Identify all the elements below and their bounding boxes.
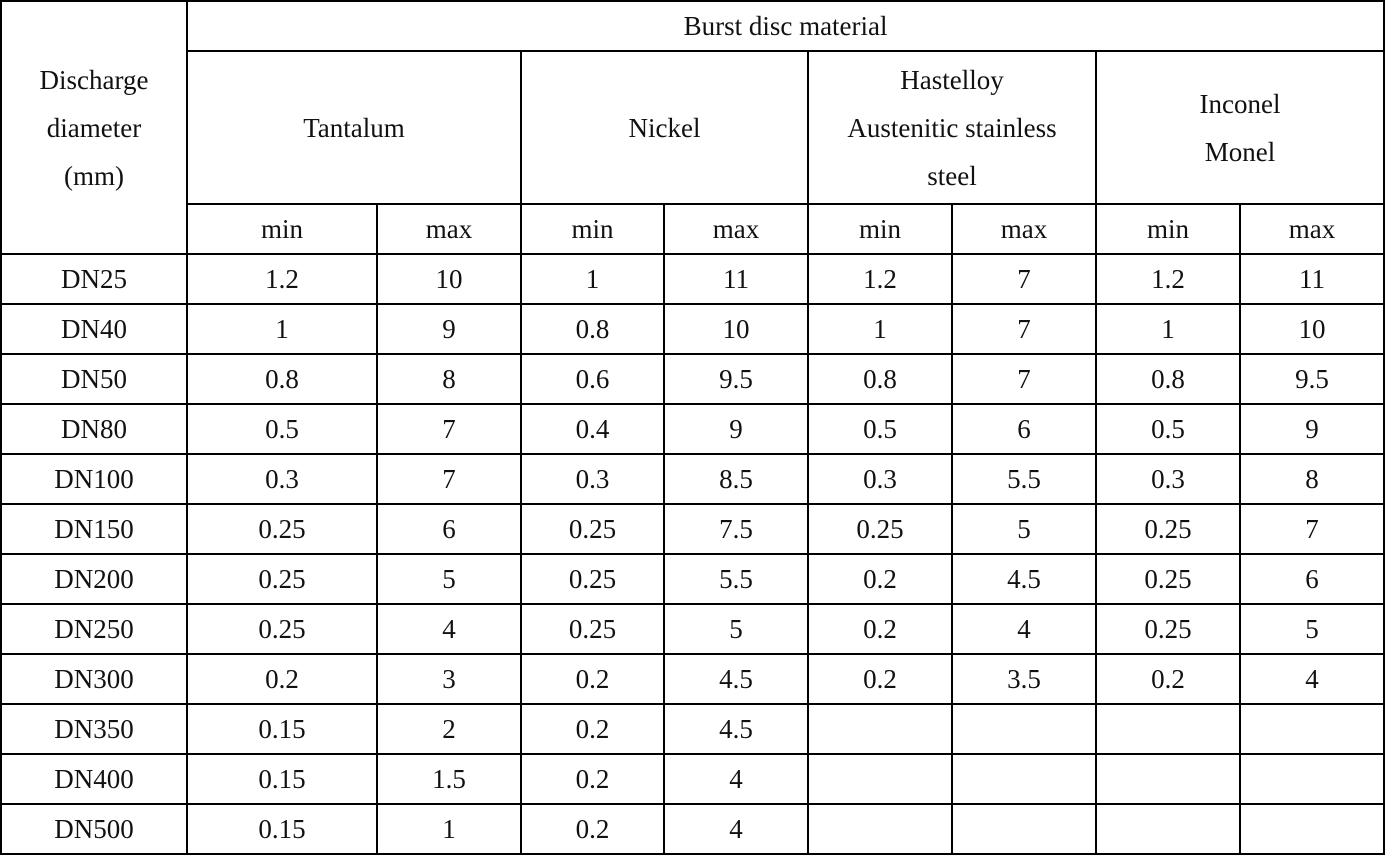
- subheader-cell: min: [521, 204, 664, 254]
- value-cell: 0.4: [521, 404, 664, 454]
- value-cell: 9: [377, 304, 521, 354]
- subheader-cell: min: [187, 204, 377, 254]
- value-cell: 9: [664, 404, 808, 454]
- value-cell: 0.25: [1096, 554, 1240, 604]
- value-cell: 11: [1240, 254, 1384, 304]
- value-cell: 0.25: [521, 504, 664, 554]
- value-cell: 8: [1240, 454, 1384, 504]
- diameter-cell: DN350: [1, 704, 187, 754]
- value-cell: 4.5: [664, 654, 808, 704]
- value-cell: 9.5: [664, 354, 808, 404]
- value-cell: 7: [1240, 504, 1384, 554]
- value-cell: 5: [664, 604, 808, 654]
- table-row: [1, 754, 1384, 804]
- value-cell: 0.25: [808, 504, 952, 554]
- value-cell: 0.3: [521, 454, 664, 504]
- row-header-line: diameter: [46, 112, 142, 143]
- value-cell: 0.15: [187, 754, 377, 804]
- value-cell: [952, 704, 1096, 754]
- value-cell: 0.8: [808, 354, 952, 404]
- table-row: [1, 254, 1384, 304]
- material-header-inconel: [1096, 51, 1384, 204]
- value-cell: 0.25: [187, 504, 377, 554]
- value-cell: 4: [1240, 654, 1384, 704]
- diameter-cell: DN25: [1, 254, 187, 304]
- diameter-cell: DN500: [1, 804, 187, 854]
- value-cell: 3.5: [952, 654, 1096, 704]
- value-cell: [952, 754, 1096, 804]
- value-cell: 1: [808, 304, 952, 354]
- value-cell: [1096, 704, 1240, 754]
- header-group-row: [1, 1, 1384, 51]
- value-cell: [808, 754, 952, 804]
- subheader-cell: max: [377, 204, 521, 254]
- value-cell: 0.2: [521, 704, 664, 754]
- value-cell: 2: [377, 704, 521, 754]
- value-cell: 0.8: [187, 354, 377, 404]
- subheader-cell: min: [1096, 204, 1240, 254]
- value-cell: 0.5: [187, 404, 377, 454]
- value-cell: 0.2: [808, 604, 952, 654]
- value-cell: 0.3: [808, 454, 952, 504]
- value-cell: [1240, 754, 1384, 804]
- value-cell: 10: [377, 254, 521, 304]
- value-cell: 0.25: [521, 554, 664, 604]
- value-cell: 4: [952, 604, 1096, 654]
- value-cell: 0.5: [808, 404, 952, 454]
- value-cell: [808, 804, 952, 854]
- subheader-cell: min: [808, 204, 952, 254]
- material-line: steel: [927, 160, 977, 191]
- value-cell: 0.2: [187, 654, 377, 704]
- value-cell: 6: [377, 504, 521, 554]
- value-cell: 7: [952, 304, 1096, 354]
- value-cell: [1096, 804, 1240, 854]
- value-cell: [1240, 804, 1384, 854]
- value-cell: [952, 804, 1096, 854]
- value-cell: 7: [377, 454, 521, 504]
- table-row: [1, 704, 1384, 754]
- table-body: [1, 254, 1384, 854]
- value-cell: 1.2: [808, 254, 952, 304]
- value-cell: 0.2: [808, 654, 952, 704]
- value-cell: 0.25: [187, 554, 377, 604]
- value-cell: 4: [664, 804, 808, 854]
- value-cell: 7.5: [664, 504, 808, 554]
- material-line: Austenitic stainless: [847, 112, 1057, 143]
- diameter-cell: DN250: [1, 604, 187, 654]
- value-cell: 0.25: [521, 604, 664, 654]
- value-cell: 3: [377, 654, 521, 704]
- material-header-nickel: [521, 51, 808, 204]
- value-cell: 0.3: [1096, 454, 1240, 504]
- value-cell: 0.5: [1096, 404, 1240, 454]
- value-cell: 10: [1240, 304, 1384, 354]
- material-line: Monel: [1204, 136, 1276, 167]
- diameter-cell: DN80: [1, 404, 187, 454]
- value-cell: 0.2: [1096, 654, 1240, 704]
- value-cell: 5.5: [952, 454, 1096, 504]
- table-row: [1, 354, 1384, 404]
- value-cell: 0.25: [187, 604, 377, 654]
- value-cell: 1.2: [187, 254, 377, 304]
- value-cell: 6: [952, 404, 1096, 454]
- value-cell: 4.5: [952, 554, 1096, 604]
- value-cell: 0.2: [521, 804, 664, 854]
- value-cell: 0.6: [521, 354, 664, 404]
- material-line: Inconel: [1199, 88, 1281, 119]
- value-cell: 8: [377, 354, 521, 404]
- value-cell: 1.2: [1096, 254, 1240, 304]
- diameter-cell: DN40: [1, 304, 187, 354]
- value-cell: 10: [664, 304, 808, 354]
- value-cell: 0.2: [521, 654, 664, 704]
- value-cell: 6: [1240, 554, 1384, 604]
- min-max-row: [1, 204, 1384, 254]
- table-row: [1, 804, 1384, 854]
- material-header-hastelloy: [808, 51, 1096, 204]
- diameter-cell: DN100: [1, 454, 187, 504]
- table-row: [1, 604, 1384, 654]
- value-cell: 4: [377, 604, 521, 654]
- value-cell: 0.2: [808, 554, 952, 604]
- diameter-cell: DN50: [1, 354, 187, 404]
- value-cell: 1: [521, 254, 664, 304]
- subheader-cell: max: [664, 204, 808, 254]
- table-row: [1, 404, 1384, 454]
- value-cell: 5: [377, 554, 521, 604]
- value-cell: 4: [664, 754, 808, 804]
- row-header-line: Discharge: [39, 64, 149, 95]
- value-cell: 1.5: [377, 754, 521, 804]
- subheader-cell: max: [952, 204, 1096, 254]
- table-row: [1, 554, 1384, 604]
- table-row: [1, 304, 1384, 354]
- value-cell: 0.25: [1096, 504, 1240, 554]
- value-cell: 0.15: [187, 704, 377, 754]
- material-header-tantalum: [187, 51, 521, 204]
- diameter-cell: DN200: [1, 554, 187, 604]
- value-cell: 0.2: [521, 754, 664, 804]
- value-cell: 9.5: [1240, 354, 1384, 404]
- value-cell: 0.8: [521, 304, 664, 354]
- row-header-cell: [1, 1, 187, 254]
- value-cell: 0.3: [187, 454, 377, 504]
- table-row: [1, 654, 1384, 704]
- diameter-cell: DN400: [1, 754, 187, 804]
- material-line: Nickel: [628, 112, 701, 143]
- diameter-cell: DN300: [1, 654, 187, 704]
- value-cell: 1: [1096, 304, 1240, 354]
- value-cell: 1: [187, 304, 377, 354]
- row-header-line: (mm): [64, 160, 124, 191]
- material-group-header: Burst disc material: [187, 1, 1384, 51]
- material-line: Tantalum: [303, 112, 405, 143]
- value-cell: [808, 704, 952, 754]
- table-row: [1, 454, 1384, 504]
- value-cell: 1: [377, 804, 521, 854]
- value-cell: 4.5: [664, 704, 808, 754]
- value-cell: 8.5: [664, 454, 808, 504]
- material-row: [1, 51, 1384, 204]
- value-cell: [1240, 704, 1384, 754]
- value-cell: 7: [377, 404, 521, 454]
- value-cell: 11: [664, 254, 808, 304]
- value-cell: [1096, 754, 1240, 804]
- value-cell: 7: [952, 354, 1096, 404]
- value-cell: 5.5: [664, 554, 808, 604]
- value-cell: 7: [952, 254, 1096, 304]
- diameter-cell: DN150: [1, 504, 187, 554]
- value-cell: 0.8: [1096, 354, 1240, 404]
- material-line: Hastelloy: [900, 64, 1004, 95]
- subheader-cell: max: [1240, 204, 1384, 254]
- value-cell: 9: [1240, 404, 1384, 454]
- value-cell: 0.25: [1096, 604, 1240, 654]
- value-cell: 5: [1240, 604, 1384, 654]
- value-cell: 5: [952, 504, 1096, 554]
- table-row: [1, 504, 1384, 554]
- value-cell: 0.15: [187, 804, 377, 854]
